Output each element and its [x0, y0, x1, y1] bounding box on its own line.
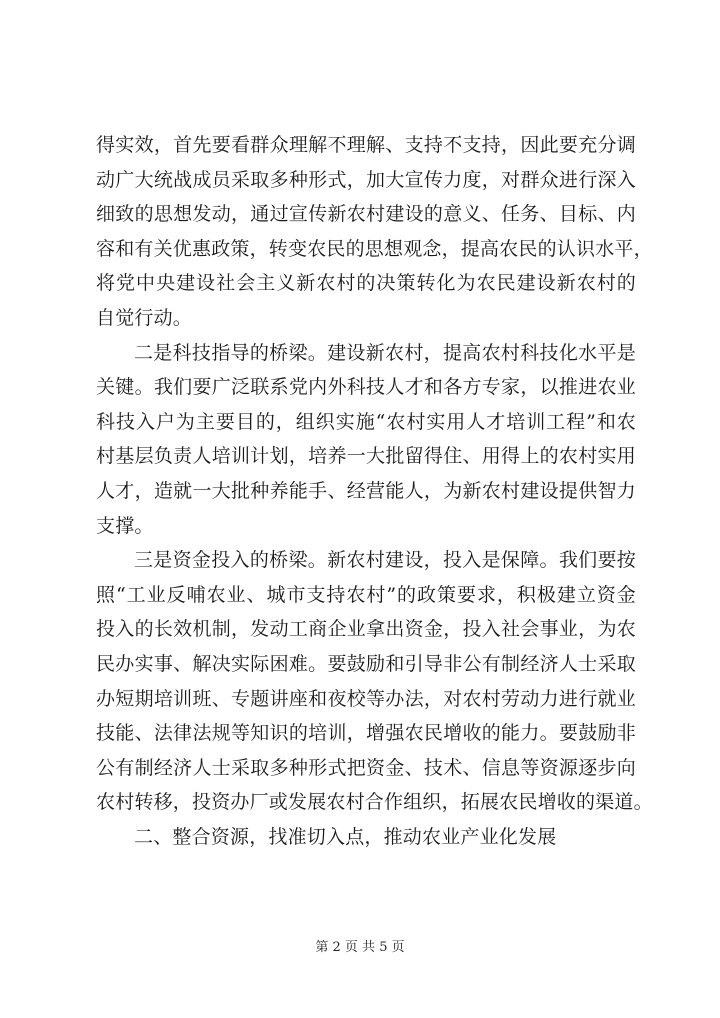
text-line: 村基层负责人培训计划，培养一大批留得住、用得上的农村实用: [96, 445, 636, 468]
text-line: 得实效，首先要看群众理解不理解、支持不支持，因此要充分调: [96, 134, 636, 156]
text-line: 支撑。: [96, 514, 154, 537]
text-line: 自觉行动。: [96, 306, 193, 329]
body-text: [96, 128, 653, 854]
text-line: 人才，造就一大批种养能手、经营能人，为新农村建设提供智力: [96, 479, 636, 502]
text-line: 农村转移，投资办厂或发展农村合作组织，拓展农民增收的渠道。: [96, 791, 653, 814]
paragraph-start-line: 三是资金投入的桥梁。新农村建设，投入是保障。我们要按: [134, 549, 636, 572]
paragraph-start-line: 二是科技指导的桥梁。建设新农村，提高农村科技化水平是: [134, 341, 636, 364]
text-line: 容和有关优惠政策，转变农民的思想观念，提高农民的认识水平，: [96, 237, 653, 260]
page-number-footer: 第 2 页 共 5 页: [315, 940, 405, 955]
text-line: 民办实事、解决实际困难。要鼓励和引导非公有制经济人士采取: [96, 652, 636, 675]
text-line: 将党中央建设社会主义新农村的决策转化为农民建设新农村的: [96, 272, 636, 295]
text-line: 关键。我们要广泛联系党内外科技人才和各方专家，以推进农业: [96, 376, 636, 399]
text-line: 公有制经济人士采取多种形式把资金、技术、信息等资源逐步向: [96, 756, 636, 779]
text-line: 技能、法律法规等知识的培训，增强农民增收的能力。要鼓励非: [96, 722, 636, 745]
text-line: 细致的思想发动，通过宣传新农村建设的意义、任务、目标、内: [96, 203, 636, 226]
text-line: 投入的长效机制，发动工商企业拿出资金，投入社会事业，为农: [96, 618, 636, 641]
text-line: 办短期培训班、专题讲座和夜校等办法，对农村劳动力进行就业: [96, 687, 636, 710]
text-line: 动广大统战成员采取多种形式，加大宣传力度，对群众进行深入: [96, 168, 636, 191]
text-line: 照“工业反哺农业、城市支持农村”的政策要求，积极建立资金: [96, 583, 636, 606]
text-line: 科技入户为主要目的，组织实施“农村实用人才培训工程”和农: [96, 410, 636, 433]
section-heading: 二、整合资源，找准切入点，推动农业产业化发展: [134, 825, 557, 848]
